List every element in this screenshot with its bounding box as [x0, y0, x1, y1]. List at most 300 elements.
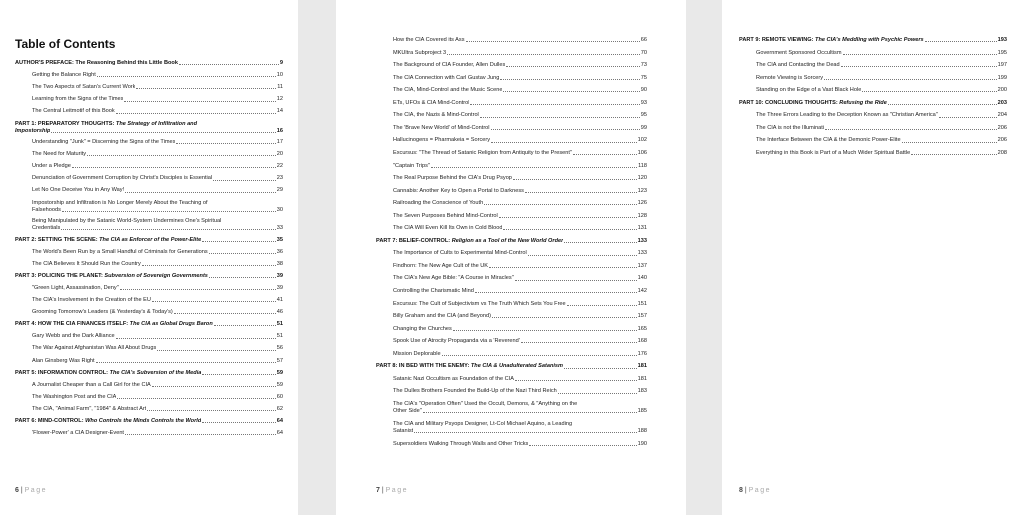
toc-entry[interactable]	[15, 175, 283, 182]
toc-entry-text: Hallucinogens = Pharmakeia = Sorcery	[393, 137, 491, 144]
toc-page-number: 208	[997, 149, 1007, 156]
toc-entry[interactable]	[739, 137, 1007, 144]
toc-page-number: 133	[637, 250, 647, 257]
toc-entry[interactable]	[739, 125, 1007, 132]
dot-leader	[124, 101, 275, 102]
dot-leader	[925, 41, 997, 42]
toc-entry[interactable]	[15, 151, 283, 158]
toc-entry-text: The CIA and Military Psyops Designer, Lt-Col Michael Aquino, a Leading	[393, 420, 573, 427]
toc-part-heading[interactable]	[739, 100, 1007, 107]
dot-leader	[515, 280, 637, 281]
dot-leader	[152, 386, 276, 387]
toc-page-number: 10	[276, 72, 283, 79]
dot-leader	[513, 179, 637, 180]
toc-entry[interactable]	[376, 301, 647, 308]
toc-part-heading[interactable]	[15, 273, 283, 280]
dot-leader	[125, 192, 276, 193]
toc-page-number: 181	[637, 375, 647, 382]
toc-entry-text: Standing on the Edge of a Vast Black Hole	[756, 87, 862, 94]
toc-entry[interactable]	[376, 100, 647, 107]
dot-leader	[888, 104, 997, 105]
dot-leader	[825, 129, 997, 130]
toc-entry-text-continued: Falsehoods	[32, 206, 61, 213]
dot-leader	[442, 355, 637, 356]
toc-entry[interactable]	[376, 275, 647, 282]
page-label: Page	[24, 487, 47, 494]
toc-entry-text: Excursus: "The Thread of Satanic Religion from Antiquity to the Present"	[393, 149, 572, 156]
toc-entry[interactable]	[376, 200, 647, 207]
toc-entry-text: The CIA, the Nazis & Mind-Control	[393, 112, 479, 119]
dot-leader	[466, 41, 640, 42]
toc-page-number: 16	[276, 127, 283, 134]
toc-entry-text: How the CIA Covered its Ass	[393, 37, 465, 43]
toc-entry[interactable]	[15, 430, 283, 437]
dot-leader	[558, 393, 637, 394]
toc-part-heading[interactable]	[15, 418, 283, 425]
toc-part-heading[interactable]	[15, 321, 283, 328]
toc-entry[interactable]	[15, 333, 283, 340]
toc-entry[interactable]	[15, 345, 283, 352]
dot-leader	[567, 305, 637, 306]
toc-page-number: 51	[276, 321, 283, 328]
toc-page-number: 195	[997, 49, 1007, 56]
dot-leader	[147, 410, 276, 411]
toc-entry-text: Denunciation of Government Corruption by Christ's Disciples is Essential	[32, 175, 213, 182]
dot-leader	[214, 325, 276, 326]
dot-leader	[470, 104, 639, 105]
dot-leader	[480, 117, 640, 118]
toc-entry[interactable]	[376, 225, 647, 232]
dot-leader	[202, 422, 276, 423]
toc-entry[interactable]	[15, 163, 283, 170]
toc-entry-text: The Interface Between the CIA & the Demonic Power-Elite	[756, 137, 901, 144]
toc-part-heading[interactable]	[739, 37, 1007, 44]
toc-page-number: 151	[637, 300, 647, 307]
toc-page-number: 22	[276, 163, 283, 170]
toc-entry[interactable]	[15, 297, 283, 304]
toc-page-number: 93	[640, 99, 647, 106]
toc-entry[interactable]	[739, 50, 1007, 57]
dot-leader	[489, 267, 637, 268]
toc-entry[interactable]	[15, 187, 283, 194]
toc-entry-text: PART 1: PREPARATORY THOUGHTS: The Strategy of Infiltration and	[15, 120, 198, 127]
toc-page-number: 188	[637, 428, 647, 435]
toc-entry-text: Findhorn: The New Age Cult of the UK	[393, 262, 489, 269]
page-separator: |	[20, 487, 23, 494]
toc-entry-text: ETs, UFOs & CIA Mind-Control	[393, 99, 470, 106]
toc-entry-text: The CIA is not the Illuminati	[756, 124, 825, 131]
toc-entry-text: Government Sponsored Occultism	[756, 49, 842, 56]
toc-entry-text: Gary Webb and the Dark Alliance	[32, 333, 115, 340]
toc-entry[interactable]	[376, 376, 647, 383]
toc-entry-text: Railroading the Conscience of Youth	[393, 200, 484, 207]
dot-leader	[939, 117, 997, 118]
toc-entry[interactable]	[376, 421, 647, 435]
dot-leader	[61, 229, 275, 230]
toc-page-number: 123	[637, 187, 647, 194]
toc-entry[interactable]	[376, 338, 647, 345]
toc-page-number: 118	[638, 162, 647, 169]
dot-leader	[51, 132, 275, 133]
toc-entry-text: Everything in this Book is Part of a Much Wider Spiritual Battle	[756, 149, 911, 156]
dot-leader	[72, 167, 276, 168]
toc-entry-text: The Background of CIA Founder, Allen Dulles	[393, 62, 506, 69]
page-number: 6	[15, 487, 19, 494]
dot-leader	[843, 54, 997, 55]
toc-entry-text: Satanic Nazi Occultism as Foundation of the CIA	[393, 375, 514, 382]
dot-leader	[209, 277, 276, 278]
toc-entry-text: Supersoldiers Walking Through Walls and Other Tricks	[393, 440, 529, 447]
toc-entry-text: The Washington Post and the CIA	[32, 393, 117, 400]
toc-entry-text: Cannabis: Another Key to Open a Portal to Darkness	[393, 187, 524, 194]
toc-entry-text: The Two Aspects of Satan's Current Work	[32, 84, 136, 91]
toc-page-number: 90	[640, 87, 647, 94]
toc-page-number: 165	[637, 325, 647, 332]
toc-entry[interactable]	[376, 213, 647, 220]
toc-entry-text: Understanding "Junk" = Discerning the Signs of the Times	[32, 139, 176, 145]
toc-entry-text: Impostorship and Infiltration is No Longer Merely About the Teaching of	[32, 199, 208, 206]
toc-page-number: 30	[276, 206, 283, 213]
dot-leader	[841, 66, 997, 67]
dot-leader	[96, 362, 276, 363]
toc-entry[interactable]	[376, 326, 647, 333]
toc-entry-text: Billy Graham and the CIA (and Beyond)	[393, 313, 491, 320]
toc-entry-text: A Journalist Cheaper than a Call Girl for the CIA	[32, 381, 151, 388]
dot-leader	[503, 229, 636, 230]
toc-page-number: 95	[640, 112, 647, 119]
toc-entry[interactable]	[376, 37, 647, 44]
dot-leader	[911, 154, 996, 155]
toc-entry[interactable]	[15, 394, 283, 401]
toc-entry-text: The CIA Believes It Should Run the Country	[32, 260, 141, 267]
toc-entry[interactable]	[376, 137, 647, 144]
toc-entry-text: PART 9: REMOTE VIEWING: The CIA's Meddling with Psychic Powers	[739, 37, 924, 43]
toc-entry-text: 'Flower-Power' a CIA Designer-Event	[32, 430, 124, 437]
dot-leader	[202, 241, 276, 242]
toc-entry[interactable]	[376, 125, 647, 132]
toc-page-number: 23	[276, 175, 283, 182]
dot-leader	[117, 398, 275, 399]
toc-entry-text: Let No One Deceive You in Any Way!	[32, 187, 125, 194]
toc-page-number: 185	[637, 408, 647, 415]
toc-page-number: 193	[997, 37, 1007, 43]
toc-page-number: 203	[997, 99, 1007, 106]
dot-leader	[202, 374, 275, 375]
toc-page-number: 46	[276, 309, 283, 316]
toc-entry[interactable]	[15, 382, 283, 389]
toc-entry-text: The Importance of Cults to Experimental Mind-Control	[393, 250, 527, 257]
dot-leader	[174, 313, 276, 314]
toc-entry-text: Controlling the Charismatic Mind	[393, 288, 474, 294]
toc-entry-text: Excursus: The Cult of Subjectivism vs The Truth Which Sets You Free	[393, 300, 566, 307]
dot-leader	[116, 113, 276, 114]
toc-entry[interactable]	[15, 261, 283, 268]
toc-entry[interactable]	[739, 62, 1007, 69]
toc-part-heading[interactable]	[15, 370, 283, 377]
toc-entry-text: The CIA's Involvement in the Creation of the EU	[32, 297, 151, 303]
toc-entry[interactable]	[15, 72, 283, 79]
toc-page-number: 206	[997, 124, 1007, 131]
toc-page-number: 199	[997, 74, 1007, 81]
toc-entry-text: The CIA Connection with Carl Gustav Jung	[393, 74, 500, 81]
toc-page-number: 140	[637, 275, 647, 282]
toc-entry-text: PART 10: CONCLUDING THOUGHTS: Refusing the Ride	[739, 99, 887, 106]
toc-entry[interactable]	[15, 108, 283, 115]
page-label: Page	[385, 487, 408, 494]
toc-entry-text: The CIA and Contacting the Dead	[756, 62, 840, 69]
dot-leader	[447, 54, 640, 55]
toc-entry[interactable]	[376, 388, 647, 395]
toc-entry-text: The CIA's New Age Bible: "A Course in Miracles"	[393, 275, 514, 282]
toc-entry[interactable]	[376, 163, 647, 170]
document-page-6	[0, 0, 298, 515]
page-label: Page	[748, 487, 771, 494]
toc-page-number: 17	[276, 139, 283, 145]
toc-part-heading[interactable]	[15, 60, 283, 67]
toc-page-number: 99	[640, 124, 647, 131]
toc-entry-text: Learning from the Signs of the Times	[32, 96, 124, 103]
toc-page-number: 137	[637, 262, 647, 269]
toc-page-number: 131	[637, 225, 647, 232]
dot-leader	[87, 155, 276, 156]
dot-leader	[176, 143, 275, 144]
toc-entry[interactable]	[376, 188, 647, 195]
page-footer	[376, 487, 408, 494]
dot-leader	[506, 66, 640, 67]
toc-entry-text: The Real Purpose Behind the CIA's Drug Psyop	[393, 175, 512, 182]
toc-entry-text: The Dulles Brothers Founded the Build-Up of the Nazi Third Reich	[393, 388, 557, 395]
dot-leader	[824, 79, 997, 80]
dot-leader	[564, 242, 636, 243]
toc-entry-text: The Three Errors Leading to the Deception Known as "Christian America"	[756, 112, 938, 119]
toc-page-number: 190	[637, 440, 647, 447]
toc-entry-text: The CIA, Mind-Control and the Music Scene	[393, 87, 503, 94]
dot-leader	[97, 76, 276, 77]
toc-page-number: 128	[637, 212, 647, 219]
dot-leader	[862, 91, 996, 92]
toc-page-number: 120	[637, 175, 647, 182]
toc-page-number: 59	[276, 381, 283, 388]
toc-entry-text: The War Against Afghanistan Was All About Drugs	[32, 345, 157, 352]
document-page-8	[722, 0, 1023, 515]
toc-entry-text-continued: Satanist	[393, 428, 414, 435]
toc-entry[interactable]	[739, 112, 1007, 119]
toc-page-number: 70	[640, 49, 647, 56]
toc-entry-text: Under a Pledge	[32, 163, 71, 170]
toc-entry[interactable]	[376, 50, 647, 57]
toc-entry-text: PART 2: SETTING THE SCENE: The CIA as Enforcer of the Power-Elite	[15, 236, 202, 243]
toc-entry-text: Being Manipulated by the Satanic World-System Undermines One's Spiritual	[32, 218, 222, 224]
toc-entry[interactable]	[376, 313, 647, 320]
toc-entry[interactable]	[15, 218, 283, 232]
dot-leader	[521, 342, 637, 343]
dot-leader	[179, 64, 279, 65]
toc-entry[interactable]	[15, 358, 283, 365]
dot-leader	[573, 154, 637, 155]
toc-page-number: 64	[276, 418, 283, 424]
toc-entry[interactable]	[739, 87, 1007, 94]
toc-page-number: 14	[276, 108, 283, 115]
toc-page-number: 73	[640, 62, 647, 69]
toc-entry-text: The CIA, "Animal Farm", "1984" & Abstract Art	[32, 405, 147, 412]
toc-page-number: 29	[276, 187, 283, 194]
dot-leader	[492, 317, 637, 318]
toc-entry-text-continued: Other Side"	[393, 408, 422, 415]
toc-page-number: 33	[276, 225, 283, 232]
dot-leader	[453, 330, 637, 331]
toc-page-number: 51	[276, 333, 283, 340]
dot-leader	[423, 412, 637, 413]
dot-leader	[499, 217, 637, 218]
dot-leader	[136, 88, 276, 89]
toc-page-number: 57	[276, 357, 283, 364]
toc-entry-text: Changing the Churches	[393, 325, 452, 332]
toc-page-number: 206	[997, 137, 1007, 144]
page-separator: |	[381, 487, 384, 494]
toc-page-number: 39	[276, 272, 283, 279]
dot-leader	[484, 204, 636, 205]
toc-entry[interactable]	[15, 406, 283, 413]
toc-entry-text-continued: Impostorship	[15, 127, 51, 134]
toc-entry-text: PART 6: MIND-CONTROL: Who Controls the Minds Controls the World	[15, 418, 202, 424]
document-page-7	[336, 0, 686, 515]
toc-page-number: 38	[276, 260, 283, 267]
toc-entry-text: "Captain Trips"	[393, 162, 430, 169]
toc-entry[interactable]	[376, 401, 647, 415]
toc-entry[interactable]	[376, 250, 647, 257]
toc-page-number: 126	[637, 200, 647, 207]
dot-leader	[500, 79, 639, 80]
dot-leader	[116, 338, 276, 339]
toc-entry[interactable]	[376, 62, 647, 69]
dot-leader	[120, 289, 276, 290]
toc-entry[interactable]	[15, 249, 283, 256]
toc-page-number: 12	[276, 96, 283, 103]
toc-page-number: 183	[637, 388, 647, 395]
toc-page-number: 157	[637, 313, 647, 320]
toc-page-number: 9	[279, 60, 283, 66]
toc-entry-text: Grooming Tomorrow's Leaders (& Yesterday's & Today's)	[32, 309, 173, 316]
toc-page-number: 41	[276, 297, 283, 303]
toc-entry-text: MKUltra Subproject 3	[393, 49, 447, 56]
toc-entry-text: PART 3: POLICING THE PLANET: Subversion of Sovereign Governments	[15, 272, 208, 279]
toc-page-number: 62	[276, 405, 283, 412]
toc-entry-text: The CIA Will Even Kill Its Own in Cold Blood	[393, 225, 503, 232]
toc-entry[interactable]	[15, 309, 283, 316]
toc-page-number: 60	[276, 393, 283, 400]
page-footer	[739, 487, 771, 494]
toc-entry-text: The CIA's "Operation Often" Used the Occult, Demons, & "Anything on the	[393, 400, 578, 407]
toc-entry-text: Spook Use of Atrocity Propaganda via a 'Reverend'	[393, 338, 520, 345]
dot-leader	[525, 192, 637, 193]
dot-leader	[491, 142, 637, 143]
toc-entry[interactable]	[376, 175, 647, 182]
dot-leader	[431, 167, 637, 168]
dot-leader	[414, 432, 636, 433]
toc-page-number: 106	[637, 149, 647, 156]
toc-page-number: 20	[276, 151, 283, 158]
toc-entry-text: "Green Light, Assassination, Deny"	[32, 284, 119, 291]
toc-page-number: 142	[637, 288, 647, 294]
toc-entry[interactable]	[376, 441, 647, 448]
toc-page-number: 168	[637, 338, 647, 345]
toc-entry[interactable]	[15, 96, 283, 103]
toc-entry[interactable]	[15, 200, 283, 214]
toc-entry-text: The Seven Purposes Behind Mind-Control	[393, 212, 498, 219]
toc-entry-text: Remote Viewing is Sorcery	[756, 74, 824, 81]
toc-page-number: 66	[640, 37, 647, 43]
dot-leader	[902, 142, 997, 143]
toc-entry-text: The 'Brave New World' of Mind-Control	[393, 124, 490, 131]
toc-page-number: 64	[276, 430, 283, 437]
toc-entry[interactable]	[376, 150, 647, 157]
toc-entry-text: PART 7: BELIEF-CONTROL: Religion as a Tool of the New World Order	[376, 237, 564, 244]
dot-leader	[157, 350, 276, 351]
toc-entry[interactable]	[376, 87, 647, 94]
toc-entry[interactable]	[15, 285, 283, 292]
toc-entry-text: Getting the Balance Right	[32, 72, 96, 79]
toc-entry-text: The Central Leitmotif of this Book	[32, 108, 115, 115]
toc-entry-text: AUTHOR'S PREFACE: The Reasoning Behind this Little Book	[15, 60, 178, 66]
toc-page-number: 75	[640, 74, 647, 81]
dot-leader	[564, 368, 637, 369]
toc-page-number: 200	[997, 87, 1007, 94]
dot-leader	[528, 255, 637, 256]
toc-entry[interactable]	[739, 75, 1007, 82]
toc-part-heading[interactable]	[15, 121, 283, 135]
toc-page-number: 133	[637, 237, 647, 244]
toc-part-heading[interactable]	[15, 237, 283, 244]
page-number: 7	[376, 487, 380, 494]
toc-entry-text: PART 4: HOW THE CIA FINANCES ITSELF: The CIA as Global Drugs Baron	[15, 321, 213, 328]
dot-leader	[142, 265, 276, 266]
toc-entry-text: Mission Deplorable	[393, 350, 441, 357]
toc-entry-text-continued: Credentials	[32, 225, 61, 232]
toc-page-number: 181	[637, 363, 647, 370]
toc-entry-text: The World's Been Run by a Small Handful of Criminals for Generations	[32, 248, 208, 255]
toc-page-number: 102	[637, 137, 647, 144]
dot-leader	[503, 91, 639, 92]
toc-part-heading[interactable]	[376, 363, 647, 370]
toc-entry[interactable]	[376, 351, 647, 358]
toc-page-number: 35	[276, 236, 283, 243]
toc-part-heading[interactable]	[376, 238, 647, 245]
toc-page-number: 176	[637, 350, 647, 357]
toc-page-number: 59	[276, 369, 283, 376]
dot-leader	[152, 301, 276, 302]
toc-page-number: 39	[276, 284, 283, 291]
toc-title: Table of Contents	[15, 37, 116, 51]
toc-entry[interactable]	[15, 139, 283, 146]
toc-page-number: 36	[276, 248, 283, 255]
toc-page-number: 197	[997, 62, 1007, 69]
toc-entry[interactable]	[15, 84, 283, 91]
dot-leader	[515, 380, 637, 381]
toc-entry[interactable]	[376, 112, 647, 119]
toc-entry[interactable]	[739, 150, 1007, 157]
dot-leader	[529, 445, 636, 446]
toc-entry[interactable]	[376, 263, 647, 270]
dot-leader	[213, 180, 276, 181]
toc-entry[interactable]	[376, 75, 647, 82]
toc-page-number: 204	[997, 112, 1007, 119]
dot-leader	[475, 292, 637, 293]
toc-entry[interactable]	[376, 288, 647, 295]
toc-entry-text: Alan Ginsberg Was Right	[32, 357, 95, 364]
toc-page-number: 56	[276, 345, 283, 352]
page-separator: |	[744, 487, 747, 494]
toc-page-number: 11	[277, 84, 283, 91]
